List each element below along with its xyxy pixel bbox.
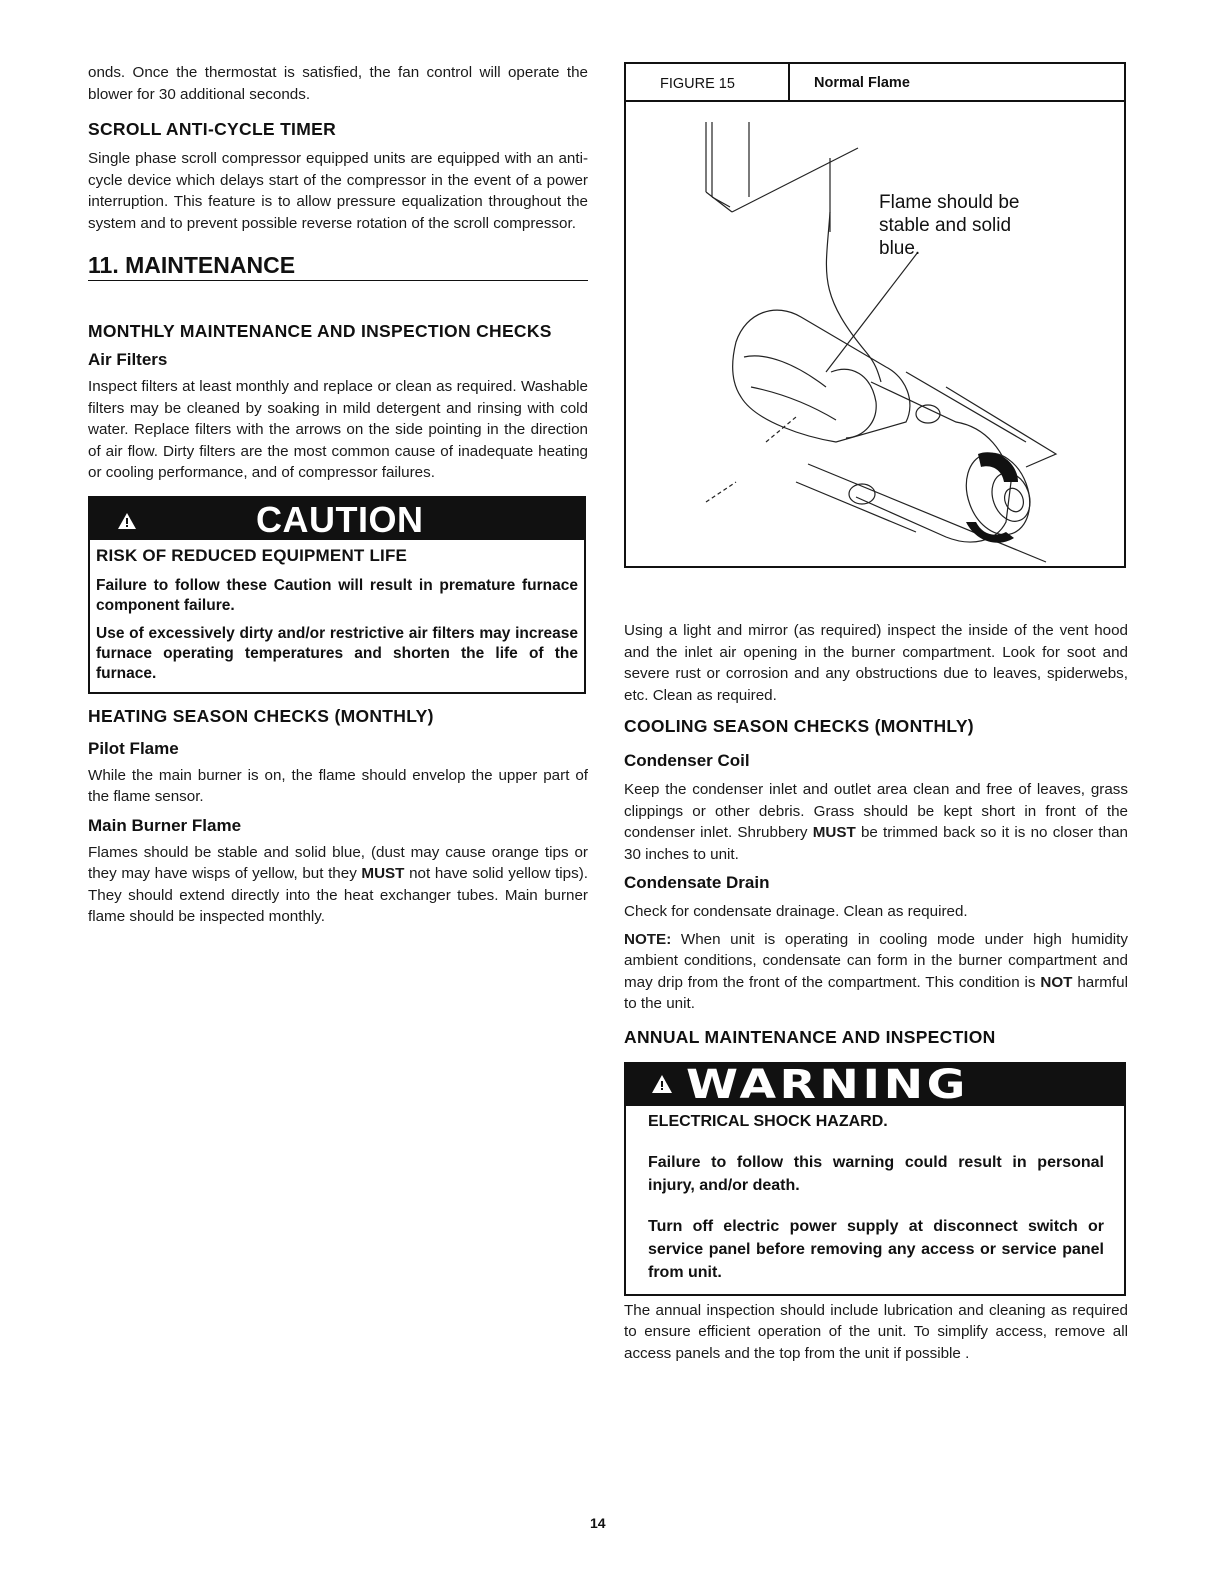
heating-season-heading: HEATING SEASON CHECKS (MONTHLY) xyxy=(88,705,434,726)
condenser-coil-paragraph xyxy=(624,779,1128,865)
pilot-flame-heading: Pilot Flame xyxy=(88,738,179,758)
main-burner-heading: Main Burner Flame xyxy=(88,815,242,835)
main-burner-must: MUST xyxy=(361,865,405,882)
caution-title: RISK OF REDUCED EQUIPMENT LIFE xyxy=(96,545,408,565)
note-not: NOT xyxy=(1040,973,1073,991)
air-filters-paragraph: Inspect filters at least monthly and replace or clean as required. Washable filters may be cleaned by soaking in mild detergent and rinsing with cold water. Replace filters with the arrows on the side pointing in the direction of air flow. Dirty filters are the most common cause of inadequate heating or cooling performance, and of compressor failures. xyxy=(88,378,588,481)
annual-heading: ANNUAL MAINTENANCE AND INSPECTION xyxy=(624,1026,996,1047)
note-label: NOTE: xyxy=(624,930,672,948)
warning-word: WARNING xyxy=(686,1061,969,1108)
right-column xyxy=(624,62,1128,1364)
caution-paragraph-1: Failure to follow these Caution will result in premature furnace component failure. xyxy=(96,576,578,614)
warning-box xyxy=(624,1062,1126,1296)
caution-header xyxy=(88,498,586,540)
note-text-b: harmful to the unit. xyxy=(624,973,1128,1012)
caution-word: CAUTION xyxy=(256,498,424,540)
note-text-a: When unit is operating in cooling mode under high humidity ambient conditions, condensate can form in the burner compartment and may drip from the front of the compartment. This condition is xyxy=(624,930,1128,991)
note-paragraph xyxy=(624,929,1128,1015)
main-burner-text-a: Flames should be stable and solid blue, (dust may cause orange tips or they may have wisps of yellow, but they xyxy=(88,843,588,882)
warning-paragraph-2: Failure to follow this warning could result in personal injury, and/or death. xyxy=(648,1153,1104,1194)
section-title: 11. MAINTENANCE xyxy=(88,252,588,281)
vent-inspection-paragraph: Using a light and mirror (as required) inspect the inside of the vent hood and the inlet air opening in the burner compartment. Look for soot and severe rust or corrosion and any obstructions due to leaves, spiderwebs, etc. Clean as required. xyxy=(624,622,1128,704)
condensate-drain-heading: Condensate Drain xyxy=(624,873,770,892)
condenser-coil-heading: Condenser Coil xyxy=(624,751,750,770)
main-burner-text-b: not have solid yellow tips). They should extend directly into the heat exchanger tubes. Main burner flame should be inspected monthly. xyxy=(88,865,588,925)
burner-flame-illustration xyxy=(626,102,1124,566)
callout-line-1: Flame should be xyxy=(879,192,1020,213)
left-column xyxy=(88,62,588,928)
intro-paragraph: onds. Once the thermostat is satisfied, the fan control will operate the blower for 30 additional seconds. xyxy=(88,64,588,103)
air-filters-heading: Air Filters xyxy=(88,350,168,369)
pilot-flame-paragraph: While the main burner is on, the flame should envelop the upper part of the flame sensor. xyxy=(88,766,588,805)
warning-paragraph-3: Turn off electric power supply at disconnect switch or service panel before removing any access or service panel from unit. xyxy=(648,1217,1104,1281)
condenser-text-b: be trimmed back so it is no closer than 30 inches to unit. xyxy=(624,824,1128,863)
scroll-timer-paragraph: Single phase scroll compressor equipped units are equipped with an anti-cycle device which delays start of the compressor in the event of a power interruption. This feature is to allow pressure equalization throughout the system and to prevent possible reverse rotation of the scroll compressor. xyxy=(88,150,588,232)
page-number: 14 xyxy=(590,1515,606,1531)
callout-line-3: blue. xyxy=(879,238,921,259)
scroll-timer-heading: SCROLL ANTI-CYCLE TIMER xyxy=(88,119,337,139)
warning-header xyxy=(624,1062,1126,1106)
figure-caption: Normal Flame xyxy=(814,75,910,91)
cooling-season-heading: COOLING SEASON CHECKS (MONTHLY) xyxy=(624,716,974,736)
callout-line-2: stable and solid xyxy=(879,215,1012,236)
figure-header xyxy=(626,64,1124,102)
condenser-text-a: Keep the condenser inlet and outlet area clean and free of leaves, grass clippings or other debris. Grass should be kept short in front of the condenser inlet. Shrubbery xyxy=(624,781,1128,841)
main-burner-paragraph xyxy=(88,842,588,928)
caution-paragraph-2: Use of excessively dirty and/or restrictive air filters may increase furnace operating temperatures and shorten the life of the furnace. xyxy=(96,624,578,682)
warning-paragraph-1: ELECTRICAL SHOCK HAZARD. xyxy=(648,1112,888,1130)
condensate-drain-paragraph: Check for condensate drainage. Clean as required. xyxy=(624,903,968,920)
caution-box xyxy=(88,496,586,694)
warning-triangle-icon xyxy=(652,1075,672,1093)
figure-15-box xyxy=(624,62,1126,568)
condenser-must: MUST xyxy=(812,824,856,841)
monthly-heading: MONTHLY MAINTENANCE AND INSPECTION CHECKS xyxy=(88,321,552,341)
warning-triangle-icon xyxy=(118,513,136,529)
figure-label: FIGURE 15 xyxy=(626,64,790,100)
annual-paragraph: The annual inspection should include lubrication and cleaning as required to ensure efficient operation of the unit. To simplify access, remove all access panels and the top from the unit if possible . xyxy=(624,1301,1128,1362)
